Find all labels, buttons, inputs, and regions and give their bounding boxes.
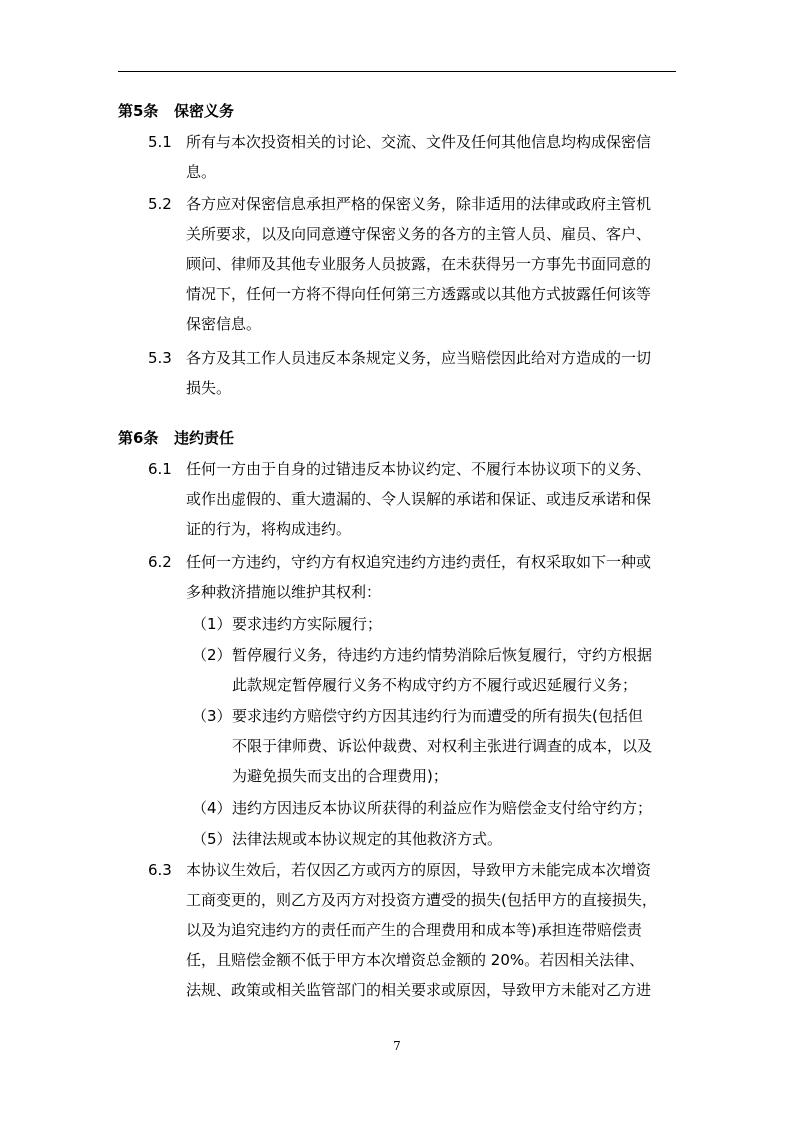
text-line: 违约方因违反本协议所获得的利益应作为赔偿金支付给守约方；: [232, 799, 653, 817]
text-line: 法律法规或本协议规定的其他救济方式。: [232, 830, 503, 848]
text-line: 各方应对保密信息承担严格的保密义务，除非适用的法律或政府主管机: [186, 195, 652, 213]
article-6: [118, 427, 676, 999]
clause-text: [186, 127, 676, 187]
text-line: 保密信息。: [186, 315, 262, 333]
text-line: 损失。: [186, 379, 232, 397]
clause-number: 6.3: [148, 861, 172, 879]
clause-number: 5.1: [148, 133, 172, 151]
clause-5-2: [148, 189, 676, 339]
text-line: 本协议生效后，若仅因乙方或丙方的原因，导致甲方未能完成本次增资: [186, 861, 652, 879]
header-rule: [118, 71, 676, 72]
article-5: [118, 100, 676, 397]
remedy-text: [232, 824, 676, 854]
article-number: 第5条: [118, 102, 159, 120]
text-line: 任何一方违约，守约方有权追究违约方违约责任，有权采取如下一种或: [186, 553, 652, 571]
text-line: 息。: [186, 163, 217, 181]
remedy-text: [232, 609, 676, 639]
text-line: 工商变更的，则乙方及丙方对投资方遭受的损失(包括甲方的直接损失，: [186, 891, 657, 909]
clause-text: [186, 454, 676, 544]
remedy-item-1: [192, 609, 676, 639]
article-title: 违约责任: [174, 429, 235, 447]
clause-number: 5.2: [148, 195, 172, 213]
clause-text: [186, 855, 676, 1005]
text-line: 以及为追究违约方的责任而产生的合理费用和成本等)承担连带赔偿责: [186, 921, 642, 939]
clause-number: 6.1: [148, 460, 172, 478]
remedy-item-4: [192, 793, 676, 823]
remedy-text: [232, 701, 676, 791]
text-line: 情况下，任何一方将不得向任何第三方透露或以其他方式披露任何该等: [186, 285, 652, 303]
remedy-item-3: [192, 701, 676, 791]
text-line: 法规、政策或相关监管部门的相关要求或原因，导致甲方未能对乙方进: [186, 981, 652, 999]
article-title: 保密义务: [174, 102, 235, 120]
clause-5-3: [148, 343, 676, 403]
text-line: 多种救济措施以维护其权利：: [186, 583, 382, 601]
text-line: 不限于律师费、诉讼仲裁费、对权利主张进行调查的成本，以及: [232, 737, 653, 755]
remedy-number: （1）: [192, 615, 232, 633]
clause-text: [186, 343, 676, 403]
remedy-number: （3）: [192, 707, 232, 725]
text-line: 关所要求，以及向同意遵守保密义务的各方的主管人员、雇员、客户、: [186, 225, 652, 243]
text-line: 各方及其工作人员违反本条规定义务，应当赔偿因此给对方造成的一切: [186, 349, 652, 367]
text-line: 所有与本次投资相关的讨论、交流、文件及任何其他信息均构成保密信: [186, 133, 652, 151]
remedy-number: （5）: [192, 830, 232, 848]
remedy-number: （4）: [192, 799, 232, 817]
remedy-number: （2）: [192, 646, 232, 664]
text-line: 或作出虚假的、重大遗漏的、令人误解的承诺和保证、或违反承诺和保: [186, 490, 652, 508]
remedy-item-2: [192, 640, 676, 700]
clause-6-1: [148, 454, 676, 544]
text-line: 要求违约方赔偿守约方因其违约行为而遭受的所有损失(包括但: [232, 707, 643, 725]
clause-text: [186, 189, 676, 339]
text-line: 暂停履行义务，待违约方违约情势消除后恢复履行，守约方根据: [232, 646, 653, 664]
clause-number: 5.3: [148, 349, 172, 367]
clause-6-2: [148, 547, 676, 607]
text-line: 顾问、律师及其他专业服务人员披露，在未获得另一方事先书面同意的: [186, 255, 652, 273]
article-number: 第6条: [118, 429, 159, 447]
text-line: 要求违约方实际履行；: [232, 615, 383, 633]
remedy-text: [232, 640, 676, 700]
text-line: 任何一方由于自身的过错违反本协议约定、不履行本协议项下的义务、: [186, 460, 652, 478]
clause-text: [186, 547, 676, 607]
clause-5-1: [148, 127, 676, 187]
clause-6-3: [148, 855, 676, 1005]
clause-number: 6.2: [148, 553, 172, 571]
article-heading: [118, 427, 676, 449]
text-line: 任，且赔偿金额不低于甲方本次增资总金额的 20%。若因相关法律、: [186, 951, 645, 969]
text-line: 此款规定暂停履行义务不构成守约方不履行或迟延履行义务；: [232, 676, 638, 694]
article-heading: [118, 100, 676, 122]
remedy-item-5: [192, 824, 676, 854]
text-line: 为避免损失而支出的合理费用)；: [232, 767, 448, 785]
remedy-text: [232, 793, 676, 823]
text-line: 证的行为，将构成违约。: [186, 520, 352, 538]
page-number: 7: [393, 1039, 401, 1053]
